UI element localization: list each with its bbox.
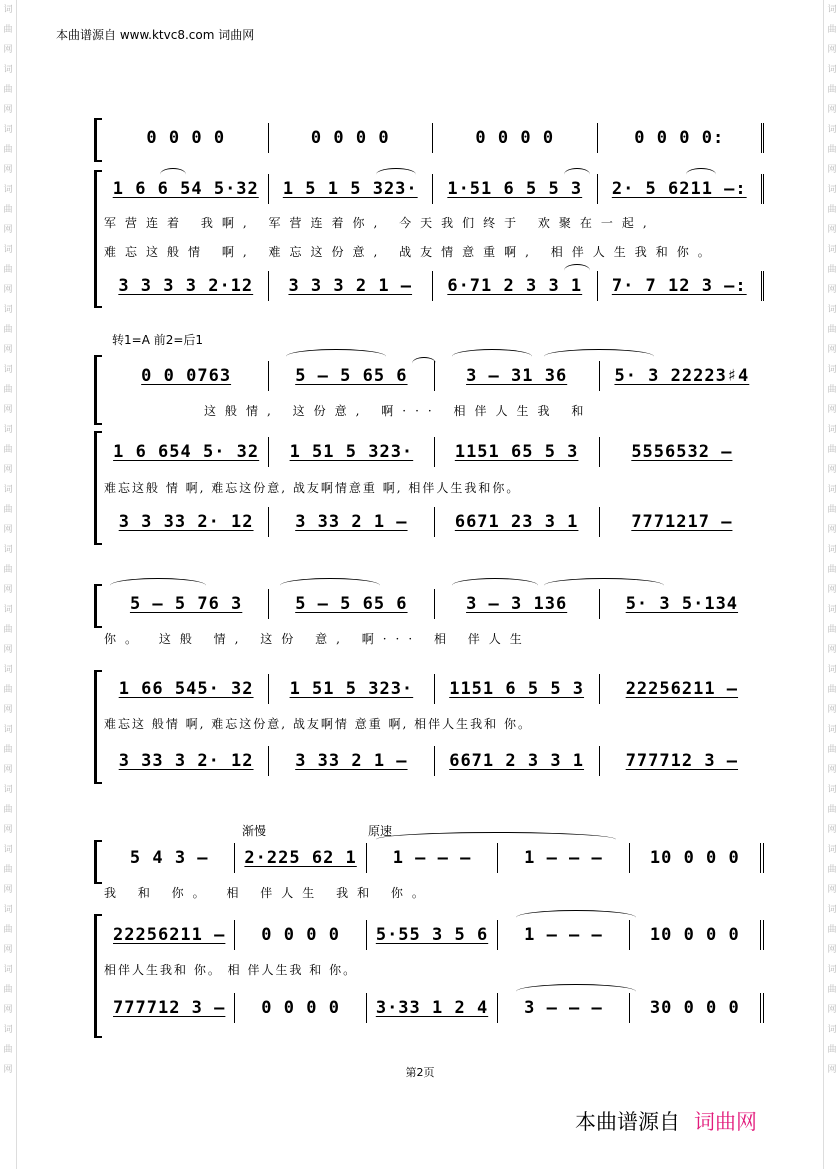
measure: 6671 23 3 1 <box>435 507 600 537</box>
measure: 0 0 0 0 <box>104 123 269 153</box>
left-watermark-strip: 词曲网词曲网词曲网词曲网词曲网词曲网词曲网词曲网词曲网词曲网词曲网词曲网词曲网词曲网词曲网词曲网词曲网词曲网 <box>0 0 17 1169</box>
staff-row <box>104 271 764 301</box>
slur <box>376 168 416 181</box>
slur <box>564 264 590 277</box>
page-header: 本曲谱源自 www.ktvc8.com 词曲网 <box>56 28 255 42</box>
measure: 0 0 0763 <box>104 361 269 391</box>
slur <box>376 832 616 847</box>
measure: 5· 3 5·134 <box>625 594 739 614</box>
measure: 5 – 5 76 3 <box>104 589 269 619</box>
measure: 22256211 – <box>104 920 235 950</box>
staff-row <box>104 674 764 704</box>
measure: 3·33 1 2 4 <box>367 993 498 1023</box>
measure: 22256211 – <box>625 679 739 699</box>
measure: 1151 65 5 3 <box>435 437 600 467</box>
staff-row <box>104 843 764 873</box>
lyric-line: 我 和 你。 相 伴人生 我和 你。 <box>104 886 433 900</box>
measure: 0 0 0 0 <box>269 123 434 153</box>
score-system-3 <box>96 584 764 780</box>
slur <box>110 578 206 593</box>
slur <box>412 357 436 370</box>
footer-brand-text: 本曲谱源自 <box>575 1110 680 1134</box>
measure: 3 3 33 2· 12 <box>104 507 269 537</box>
footer-brand-accent: 词曲网 <box>694 1110 757 1134</box>
system-brace <box>94 118 102 162</box>
slur <box>516 984 636 999</box>
measure: 3 3 3 2 1 – <box>269 271 434 301</box>
system-brace <box>94 840 102 884</box>
system-brace <box>94 584 102 628</box>
measure: 1 5 1 5 323· <box>269 174 434 204</box>
slur <box>452 578 538 593</box>
measure: 5556532 – <box>631 442 733 462</box>
measure: 1 6 654 5· 32 <box>104 437 269 467</box>
lyric-line: 你。 这般 情, 这份 意, 啊··· 相 伴人生 <box>104 632 531 646</box>
right-watermark-strip: 词曲网词曲网词曲网词曲网词曲网词曲网词曲网词曲网词曲网词曲网词曲网词曲网词曲网词曲网词曲网词曲网词曲网词曲网 <box>823 0 840 1169</box>
measure: 777712 3 – <box>625 751 739 771</box>
measure: 2· 5 6211 –: <box>598 174 765 204</box>
system-brace <box>94 170 102 308</box>
measure: 3 33 2 1 – <box>269 746 434 776</box>
lyric-line: 军营连着 我啊, 军营连着你, 今天我们终于 欢聚在一起, <box>104 216 656 230</box>
measure: 3 – – – <box>498 993 629 1023</box>
staff-row <box>104 507 764 537</box>
measure: 1 – – – <box>367 843 498 873</box>
measure: 1 51 5 323· <box>269 674 434 704</box>
staff-row <box>104 993 764 1023</box>
measure: 0 0 0 0 <box>433 123 598 153</box>
measure: 1 51 5 323· <box>269 437 434 467</box>
measure: 10 0 0 0 <box>630 920 764 950</box>
lyric-line: 难忘这般情 啊, 难忘这份意, 战友情意重啊, 相伴人生我和你。 <box>104 245 719 259</box>
slur <box>280 578 380 593</box>
measure: 3 33 3 2· 12 <box>104 746 269 776</box>
page-number: 第2页 <box>405 1066 435 1079</box>
measure: 5 – 5 65 6 <box>269 361 434 391</box>
slur <box>286 349 386 364</box>
measure: 7· 7 12 3 –: <box>598 271 765 301</box>
tempo-marking-ritardando: 渐慢 <box>242 824 267 838</box>
footer-brand <box>575 1106 757 1136</box>
slur <box>452 349 532 364</box>
system-brace <box>94 355 102 425</box>
measure: 0 0 0 0: <box>598 123 765 153</box>
tempo-marking-a-tempo: 原速 <box>368 824 393 838</box>
slur <box>544 578 664 593</box>
measure: 1 66 545· 32 <box>104 674 269 704</box>
system-brace <box>94 914 102 1038</box>
measure: 30 0 0 0 <box>630 993 764 1023</box>
slur <box>516 910 636 925</box>
measure: 1·51 6 5 5 3 <box>433 174 598 204</box>
measure: 5 4 3 – <box>104 843 235 873</box>
lyric-line: 难忘这般 情 啊, 难忘这份意, 战友啊情意重 啊, 相伴人生我和你。 <box>104 481 521 495</box>
slur <box>544 349 654 364</box>
measure: 0 0 0 0 <box>235 920 366 950</box>
measure: 3 3 3 3 2·12 <box>104 271 269 301</box>
key-change-marking: 转1=A 前2=后1 <box>112 333 204 347</box>
system-brace <box>94 431 102 545</box>
measure: 3 – 3 136 <box>435 589 600 619</box>
staff-row <box>104 589 764 619</box>
staff-row <box>104 437 764 467</box>
measure: 6·71 2 3 3 1 <box>433 271 598 301</box>
measure: 1151 6 5 5 3 <box>435 674 600 704</box>
measure: 3 33 2 1 – <box>269 507 434 537</box>
measure: 1 – – – <box>498 843 629 873</box>
staff-row <box>104 920 764 950</box>
measure: 0 0 0 0 <box>235 993 366 1023</box>
measure: 5·55 3 5 6 <box>367 920 498 950</box>
lyric-line: 这般情, 这份意, 啊··· 相伴人生我 和 <box>204 404 593 418</box>
measure: 5 – 5 65 6 <box>269 589 434 619</box>
staff-row <box>104 174 764 204</box>
measure: 1 – – – <box>498 920 629 950</box>
score-system-1 <box>96 118 764 304</box>
lyric-line: 相伴人生我和 你。 相 伴人生我 和 你。 <box>104 963 358 977</box>
slur <box>686 168 716 181</box>
staff-row <box>104 123 764 153</box>
measure: 2·225 62 1 <box>235 843 366 873</box>
slur <box>160 168 186 181</box>
system-brace <box>94 670 102 784</box>
measure: 1 6 6 54 5·32 <box>104 174 269 204</box>
staff-row <box>104 746 764 776</box>
score-system-2 <box>96 355 764 541</box>
score-system-4 <box>96 840 764 1034</box>
measure: 777712 3 – <box>104 993 235 1023</box>
slur <box>564 168 590 181</box>
measure: 5· 3 22223♯4 <box>614 366 750 386</box>
measure: 10 0 0 0 <box>630 843 764 873</box>
lyric-line: 难忘这 般情 啊, 难忘这份意, 战友啊情 意重 啊, 相伴人生我和 你。 <box>104 717 532 731</box>
measure: 3 – 31 36 <box>435 361 600 391</box>
measure: 6671 2 3 3 1 <box>435 746 600 776</box>
measure: 7771217 – <box>631 512 733 532</box>
